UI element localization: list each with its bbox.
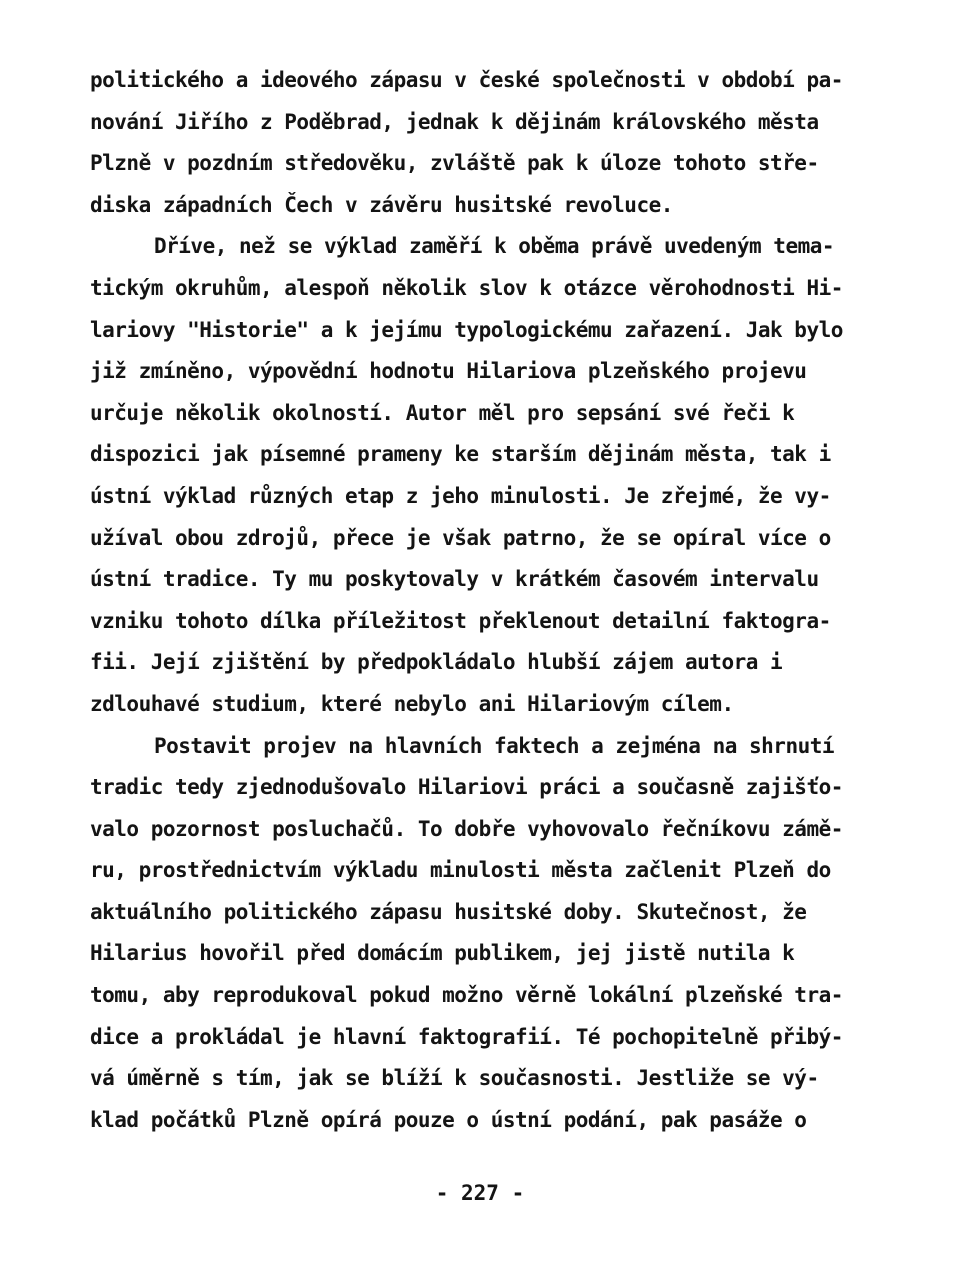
text-line: tradic tedy zjednodušovalo Hilariovi práci a současně zajišťo- <box>90 775 843 800</box>
text-line: aktuálního politického zápasu husitské doby. Skutečnost, že <box>90 899 807 924</box>
text-line: nování Jiřího z Poděbrad, jednak k dějinám královského města <box>90 109 819 134</box>
text-line: fii. Její zjištění by předpokládalo hlubší zájem autora i <box>90 650 783 675</box>
text-line: lariovy "Historie" a k jejímu typologickému zařazení. Jak bylo <box>90 317 843 342</box>
text-line: určuje několik okolností. Autor měl pro sepsání své řeči k <box>90 400 795 425</box>
text-line: užíval obou zdrojů, přece je však patrno, že se opíral více o <box>90 525 831 550</box>
page-number: - 227 - <box>435 1181 525 1205</box>
text-line: ústní tradice. Ty mu poskytovaly v krátkém časovém intervalu <box>90 567 819 592</box>
body-text <box>90 60 880 1141</box>
text-line: dispozici jak písemné prameny ke starším dějinám města, tak i <box>90 442 831 467</box>
text-line: valo pozornost posluchačů. To dobře vyhovovalo řečníkovu zámě- <box>90 816 843 841</box>
text-line: politického a ideového zápasu v české společnosti v období pa- <box>90 68 843 92</box>
text-line: ústní výklad různých etap z jeho minulosti. Je zřejmé, že vy- <box>90 483 831 508</box>
text-line: zdlouhavé studium, které nebylo ani Hilariovým cílem. <box>90 691 734 716</box>
text-line: Dříve, než se výklad zaměří k oběma právě uvedeným tema- <box>154 234 835 259</box>
text-line: ru, prostřednictvím výkladu minulosti města začlenit Plzeň do <box>90 858 831 883</box>
text-line: diska západních Čech v závěru husitské revoluce. <box>90 192 673 217</box>
text-line: Plzně v pozdním středověku, zvláště pak k úloze tohoto stře- <box>90 151 819 176</box>
text-line: Postavit projev na hlavních faktech a zejména na shrnutí <box>154 733 835 758</box>
text-line: tomu, aby reprodukoval pokud možno věrně lokální plzeňské tra- <box>90 983 843 1008</box>
text-line: tickým okruhům, alespoň několik slov k otázce věrohodnosti Hi- <box>90 275 843 300</box>
text-line: vá úměrně s tím, jak se blíží k současnosti. Jestliže se vý- <box>90 1066 819 1091</box>
text-line: Hilarius hovořil před domácím publikem, jej jistě nutila k <box>90 941 795 966</box>
text-line: dice a prokládal je hlavní faktografií. Té pochopitelně přibý- <box>90 1024 843 1049</box>
text-line: již zmíněno, výpovědní hodnotu Hilariova plzeňského projevu <box>90 359 807 384</box>
text-line: vzniku tohoto dílka příležitost překlenout detailní faktogra- <box>90 608 831 633</box>
text-line: klad počátků Plzně opírá pouze o ústní podání, pak pasáže o <box>90 1107 807 1132</box>
